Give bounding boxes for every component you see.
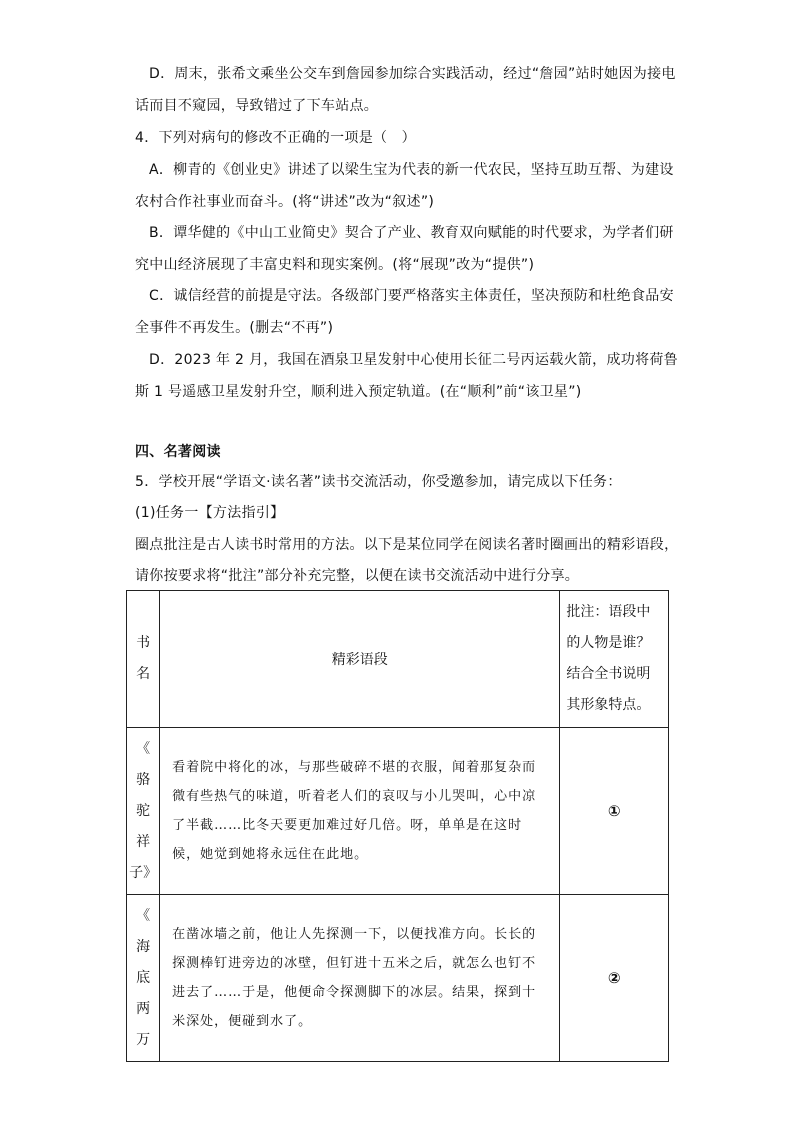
q4-option-a-line2: 农村合作社事业而奋斗。(将“讲述”改为“叙述”) (135, 194, 435, 210)
table-row (127, 895, 669, 1062)
table-row (127, 728, 669, 895)
book-char: 两 (136, 1000, 151, 1017)
book-char: 子》 (129, 864, 158, 881)
q4-option-c-line2: 全事件不再发生。(删去“不再”) (135, 320, 334, 336)
book-char: 祥 (136, 833, 151, 850)
header-passage-cell (160, 591, 560, 728)
book-char: 万 (136, 1031, 151, 1048)
q4-stem: 4．下列对病句的修改不正确的一项是（ ） (135, 130, 416, 146)
q4-option-d-line2: 斯 1 号遥感卫星发射升空，顺利进入预定轨道。(在“顺利”前“该卫星”) (135, 384, 582, 400)
book-name-cell (127, 895, 160, 1062)
passage-text: 在凿冰墙之前，他让人先探测一下，以便找准方向。长长的探测棒钉进旁边的冰壁，但钉进十五米之后，就怎么也钉不进去了……于是，他便命令探测脚下的冰层。结果，探到十米深处，便碰到水了。 (172, 927, 537, 1029)
answer-cell[interactable] (560, 895, 669, 1062)
answer-blank-marker: ② (607, 969, 621, 987)
header-note: 批注：语段中的人物是谁？结合全书说明其形象特点。 (566, 604, 651, 713)
q3-option-d-line1: D．周末，张希文乘坐公交车到詹园参加综合实践活动，经过“詹园”站时她因为接电 (149, 66, 676, 82)
passage-text: 看着院中将化的冰，与那些破碎不堪的衣服，闻着那复杂而微有些热气的味道，听着老人们的哀叹与小儿哭叫，心中凉了半截……比冬天要更加难过好几倍。呀，单单是在这时候，她觉到她将永远住在此地。 (172, 760, 537, 862)
reading-notes-table (126, 590, 669, 1062)
header-passage: 精彩语段 (331, 652, 388, 668)
q5-intro-line1: 圈点批注是古人读书时常用的方法。以下是某位同学在阅读名著时圈画出的精彩语段， (135, 537, 679, 553)
section-title: 四、名著阅读 (135, 444, 221, 460)
book-char: 驼 (136, 802, 151, 819)
book-char: 骆 (136, 771, 151, 788)
header-book-char: 名 (136, 666, 151, 682)
book-char: 《 (136, 740, 151, 757)
q4-option-c-line1: C．诚信经营的前提是守法。各级部门要严格落实主体责任，坚决预防和杜绝食品安 (149, 288, 674, 304)
passage-cell (160, 895, 560, 1062)
header-book-char: 书 (136, 635, 151, 651)
header-note-cell (560, 591, 669, 728)
table-header-row (127, 591, 669, 728)
q5-task1-title: (1)任务一【方法指引】 (135, 505, 285, 521)
book-char: 海 (136, 938, 151, 955)
book-name-cell (127, 728, 160, 895)
book-char: 底 (136, 969, 151, 986)
q4-option-a-line1: A．柳青的《创业史》讲述了以梁生宝为代表的新一代农民，坚持互助互帮、为建设 (149, 162, 674, 178)
q3-option-d-line2: 话而目不窥园，导致错过了下车站点。 (135, 98, 379, 114)
q5-stem: 5．学校开展“学语文·读名著”读书交流活动，你受邀参加，请完成以下任务： (135, 474, 622, 490)
header-book-cell (127, 591, 160, 728)
q4-option-d-line1: D．2023 年 2 月，我国在酒泉卫星发射中心使用长征二号丙运载火箭，成功将荷鲁 (149, 352, 678, 368)
book-char: 《 (136, 907, 151, 924)
answer-blank-marker: ① (607, 802, 621, 820)
q4-option-b-line2: 究中山经济展现了丰富史料和现实案例。(将“展现”改为“提供”) (135, 257, 535, 273)
q5-intro-line2: 请你按要求将“批注”部分补充完整，以便在读书交流活动中进行分享。 (135, 568, 580, 584)
q4-option-b-line1: B．谭华健的《中山工业简史》契合了产业、教育双向赋能的时代要求，为学者们研 (149, 225, 674, 241)
passage-cell (160, 728, 560, 895)
answer-cell[interactable] (560, 728, 669, 895)
